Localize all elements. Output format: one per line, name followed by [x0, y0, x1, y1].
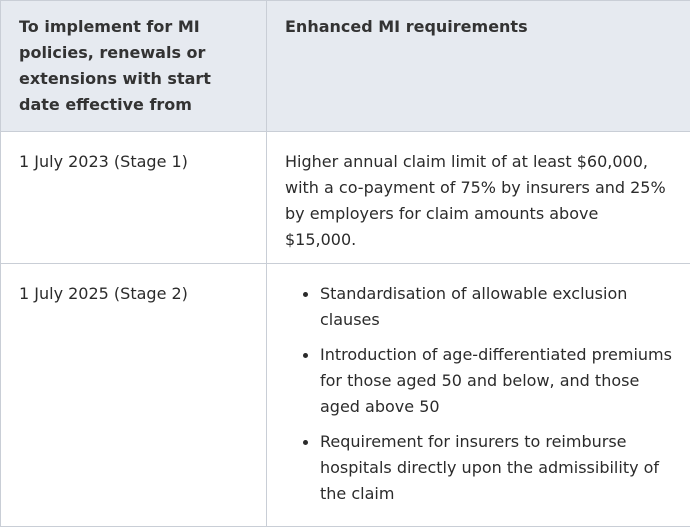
- bullet-icon: [303, 353, 308, 358]
- table-row: [1, 132, 690, 264]
- list-item: [320, 342, 673, 420]
- bullet-icon: [303, 292, 308, 297]
- row-date-cell: 1 July 2025 (Stage 2): [1, 264, 267, 527]
- header-enhanced-requirements: Enhanced MI requirements: [267, 1, 690, 132]
- table-row: [1, 264, 690, 527]
- requirement-bullet-list: [285, 281, 673, 507]
- bullet-icon: [303, 440, 308, 445]
- table-header-row: [1, 1, 690, 132]
- list-item-text: Requirement for insurers to reimburse hospitals directly upon the admissibility of the claim: [320, 432, 659, 503]
- list-item: [320, 429, 673, 507]
- row-requirement-cell: Higher annual claim limit of at least $60,000, with a co-payment of 75% by insurers and 25% by employers for claim amounts above $15,000.: [267, 132, 690, 264]
- list-item-text: Introduction of age-differentiated premiums for those aged 50 and below, and those aged above 50: [320, 345, 672, 416]
- list-item: [320, 281, 673, 333]
- row-requirement-cell: [267, 264, 690, 527]
- header-effective-date: To implement for MI policies, renewals or extensions with start date effective from: [1, 1, 267, 132]
- row-date-cell: 1 July 2023 (Stage 1): [1, 132, 267, 264]
- list-item-text: Standardisation of allowable exclusion clauses: [320, 284, 627, 329]
